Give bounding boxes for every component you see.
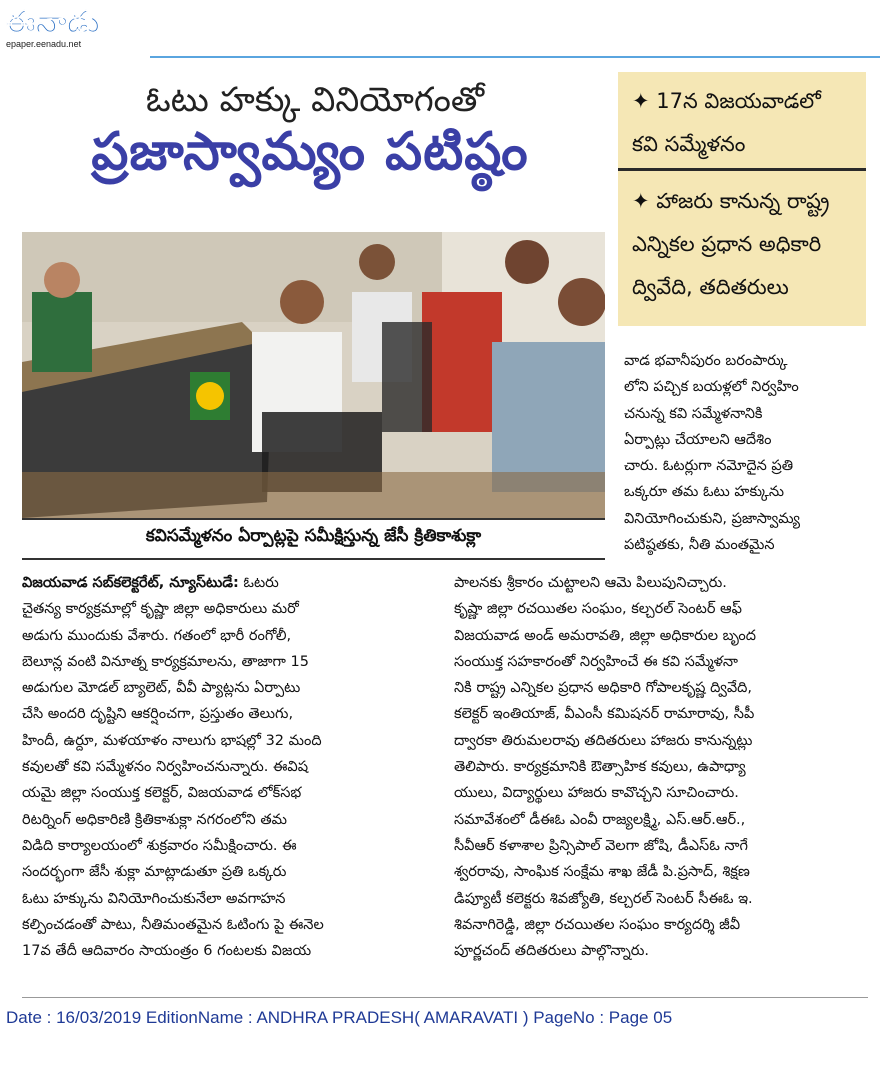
article-line: ఏర్పాట్లు చేయాలని ఆదేశిం bbox=[624, 431, 772, 448]
article-line: అడుగుల మోడల్ బ్యాలెట్, వీవీ ప్యాట్లను ఏర్పాటు bbox=[22, 680, 301, 697]
article-line: కవులతో కవి సమ్మేళనం నిర్వహించనున్నారు. ఈవిష bbox=[22, 759, 309, 776]
article-line: వాడ భవానీపురం బరంపార్కు bbox=[624, 353, 788, 369]
article-line: చనున్న కవి సమ్మేళనానికి bbox=[624, 405, 763, 422]
article-line: అడుగు ముందుకు వేశారు. గతంలో భారీ రంగోలీ, bbox=[22, 627, 292, 644]
headline-title: ప్రజాస్వామ్యం పటిష్ఠం bbox=[91, 122, 529, 182]
headline-kicker: ఓటు హక్కు వినియోగంతో bbox=[145, 80, 485, 120]
article-line: రిటర్నింగ్ అధికారిణి క్రితికాశుక్లా నగరంలోని తమ bbox=[22, 811, 287, 828]
article-line: సంయుక్త సహకారంతో నిర్వహించే ఈ కవి సమ్మేళనా bbox=[454, 653, 738, 670]
article-line bbox=[22, 570, 436, 596]
article-line: శివనాగిరెడ్డి, జిల్లా రచయితల సంఘం కార్యదర్శి జీవీ bbox=[454, 916, 741, 933]
article-line-text: ఓటరు bbox=[243, 575, 279, 591]
svg-text:ఈనాడు: ఈనాడు bbox=[6, 5, 100, 38]
article-line: పూర్ణచంద్ తదితరులు పాల్గొన్నారు. bbox=[454, 943, 650, 960]
highlight-line: ద్వివేది, తదితరులు bbox=[632, 275, 789, 299]
article-line: డిప్యూటీ కలెక్టరు శివజ్యోతి, కల్చరల్ సెంటర్ సీఈఓ ఇ. bbox=[454, 890, 753, 907]
article-line: తెలిపారు. కార్యక్రమానికి ఔత్సాహిక కవులు, ఉపాధ్యా bbox=[454, 759, 746, 776]
highlight-divider bbox=[618, 168, 866, 171]
article-column-left bbox=[22, 570, 436, 964]
highlight-item-2 bbox=[632, 180, 860, 309]
article-line: యమై జిల్లా సంయుక్త కలెక్టర్, విజయవాడ లోక్‌సభ bbox=[22, 785, 302, 802]
masthead-rule bbox=[150, 56, 880, 58]
epaper-url: epaper.eenadu.net bbox=[6, 39, 82, 49]
highlight-line: ఎన్నికల ప్రధాన అధికారి bbox=[632, 232, 822, 256]
article-line: చేసి అందరి దృష్టిని ఆకర్షించగా, ప్రస్తుతం తెలుగు, bbox=[22, 706, 294, 723]
photo-caption: కవిసమ్మేళనం ఏర్పాట్లపై సమీక్షిస్తున్న జేసీ క్రితికాశుక్లా bbox=[145, 526, 482, 546]
article-line: చారు. ఓటర్లుగా నమోదైన ప్రతి bbox=[624, 458, 794, 475]
highlight-line: ✦ హాజరు కానున్న రాష్ట్ర bbox=[632, 189, 830, 213]
article-line: చైతన్య కార్యక్రమాల్లో కృష్ణా జిల్లా అధికారులు మరో bbox=[22, 601, 299, 618]
article-line: కృష్ణా జిల్లా రచయితల సంఘం, కల్చరల్ సెంటర్ ఆఫ్ bbox=[454, 601, 742, 618]
caption-rule-bottom bbox=[22, 558, 605, 560]
article-line: హిందీ, ఉర్దూ, మళయాళం నాలుగు భాషల్లో 32 మంది bbox=[22, 732, 322, 749]
meeting-photo bbox=[22, 232, 605, 518]
article-line: నికి రాష్ట్ర ఎన్నికల ప్రధాన అధికారి గోపాలకృష్ణ ద్వివేది, bbox=[454, 680, 753, 697]
article-line: ఒక్కరూ తమ ఓటు హక్కును bbox=[624, 484, 785, 501]
article-line: పటిష్ఠతకు, నీతి మంతమైన bbox=[624, 537, 775, 554]
article-line: ఓటు హక్కును వినియోగించుకునేలా అవగాహన bbox=[22, 890, 286, 907]
highlight-line: కవి సమ్మేళనం bbox=[632, 132, 746, 156]
article-column-right-top bbox=[624, 348, 870, 558]
article-line: 17వ తేదీ ఆదివారం సాయంత్రం 6 గంటలకు విజయ bbox=[22, 943, 312, 960]
eenadu-logo bbox=[4, 4, 136, 38]
bottom-rule bbox=[22, 997, 868, 998]
article-line: వినియోగించుకుని, ప్రజాస్వామ్య bbox=[624, 510, 801, 527]
article-line: సీవీఆర్ కళాశాల ప్రిన్సిపాల్ వెలగా జోషి, డీఎస్‌ఓ నాగే bbox=[454, 837, 748, 854]
article-line: కల్పించడంతో పాటు, నీతిమంతమైన ఓటింగు పై ఈనెల bbox=[22, 916, 324, 933]
article-line: ద్వారకా తిరుమలరావు తదితరులు హాజరు కానున్నట్లు bbox=[454, 732, 753, 749]
highlight-item-1 bbox=[632, 80, 860, 166]
article-line: విజయవాడ అండ్ అమరావతి, జిల్లా అధికారుల బృంద bbox=[454, 627, 757, 644]
article-line: సందర్భంగా జేసీ శుక్లా మాట్లాడుతూ ప్రతి ఒక్కరు bbox=[22, 864, 287, 881]
article-line: లోని పచ్చిక బయళ్లలో నిర్వహిం bbox=[624, 379, 799, 396]
article-column-right bbox=[454, 570, 870, 964]
article-line: పాలనకు శ్రీకారం చుట్టాలని ఆమె పిలుపునిచ్చారు. bbox=[454, 575, 727, 591]
article-byline: విజయవాడ సబ్‌కలెక్టరేట్, న్యూస్‌టుడే: bbox=[22, 575, 239, 591]
article-line: విడిది కార్యాలయంలో శుక్రవారం సమీక్షించారు. ఈ bbox=[22, 837, 297, 854]
highlight-box bbox=[618, 72, 866, 326]
article-line: బెలూన్ల వంటి వినూత్న కార్యక్రమాలను, తాజాగా 15 bbox=[22, 653, 309, 670]
caption-rule-top bbox=[22, 518, 605, 520]
article-line: యులు, విద్యార్థులు హాజరు కావొచ్చని సూచించారు. bbox=[454, 785, 739, 802]
edition-footer: Date : 16/03/2019 EditionName : ANDHRA PRADESH( AMARAVATI ) PageNo : Page 05 bbox=[6, 1008, 673, 1027]
article-line: శ్వరరావు, సాంఘిక సంక్షేమ శాఖ జేడీ పి.ప్రసాద్, శిక్షణ bbox=[454, 864, 750, 881]
highlight-line: ✦ 17న విజయవాడలో bbox=[632, 89, 821, 113]
article-line: సమావేశంలో డీఈఓ ఎంవీ రాజ్యలక్ష్మి, ఎస్.ఆర్.ఆర్., bbox=[454, 811, 746, 828]
article-line: కలెక్టర్ ఇంతియాజ్, వీఎంసీ కమిషనర్ రామారావు, సీపీ bbox=[454, 706, 755, 723]
